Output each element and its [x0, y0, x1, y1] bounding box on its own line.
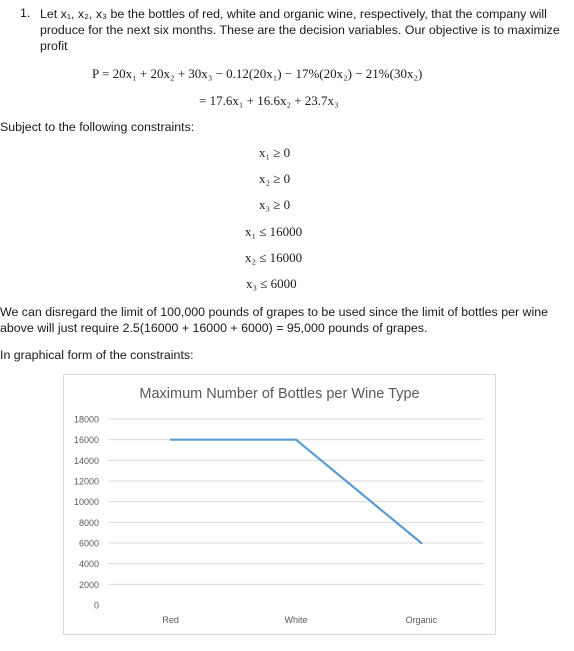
constraint-5: x₂ ≤ 16000: [245, 250, 303, 265]
y-tick-label: 16000: [73, 435, 99, 446]
y-tick-label: 18000: [73, 414, 99, 425]
chart-plot: [64, 375, 495, 634]
chart-title: Maximum Number of Bottles per Wine Type: [139, 386, 420, 402]
y-tick-label: 10000: [73, 497, 99, 508]
constraint-4: x₁ ≤ 16000: [245, 224, 303, 239]
constraints-intro: Subject to the following constraints:: [0, 120, 195, 134]
paragraph-line-2: produce for the next six months. These are the decision variables. Our objective is to maximize: [40, 23, 560, 37]
constraint-2: x₂ ≥ 0: [259, 171, 291, 186]
y-tick-label: 12000: [73, 476, 99, 487]
disregard-line-1: We can disregard the limit of 100,000 pounds of grapes to be used since the limit of bottles per wine: [0, 305, 549, 319]
profit-equation-simplified: = 17.6x₁ + 16.6x₂ + 23.7x₃: [199, 93, 339, 108]
y-tick-label: 8000: [78, 517, 99, 528]
graph-intro: In graphical form of the constraints:: [0, 348, 194, 362]
y-tick-label: 2000: [78, 579, 99, 590]
profit-equation: P = 20x₁ + 20x₂ + 30x₃ − 0.12(20x₁) − 17%(20x₂) − 21%(30x₂): [92, 66, 423, 81]
series-line: [171, 440, 422, 543]
constraint-1: x₁ ≥ 0: [259, 145, 291, 160]
paragraph-line-1: Let x₁, x₂, x₃ be the bottles of red, white and organic wine, respectively, that the company will: [40, 7, 547, 21]
y-tick-label: 14000: [73, 455, 99, 466]
x-tick-label: Organic: [405, 615, 438, 625]
constraint-3: x₃ ≥ 0: [259, 197, 291, 212]
x-tick-label: White: [284, 615, 308, 625]
paragraph-line-3: profit: [40, 39, 68, 53]
y-tick-label: 0: [93, 600, 99, 611]
y-tick-label: 4000: [78, 559, 99, 570]
chart: [63, 374, 496, 635]
x-tick-label: Red: [162, 615, 179, 625]
item-number: 1.: [20, 6, 31, 20]
y-tick-label: 6000: [78, 538, 99, 549]
constraint-6: x₃ ≤ 6000: [246, 276, 297, 291]
disregard-line-2: above will just require 2.5(16000 + 16000 + 6000) = 95,000 pounds of grapes.: [0, 321, 428, 335]
